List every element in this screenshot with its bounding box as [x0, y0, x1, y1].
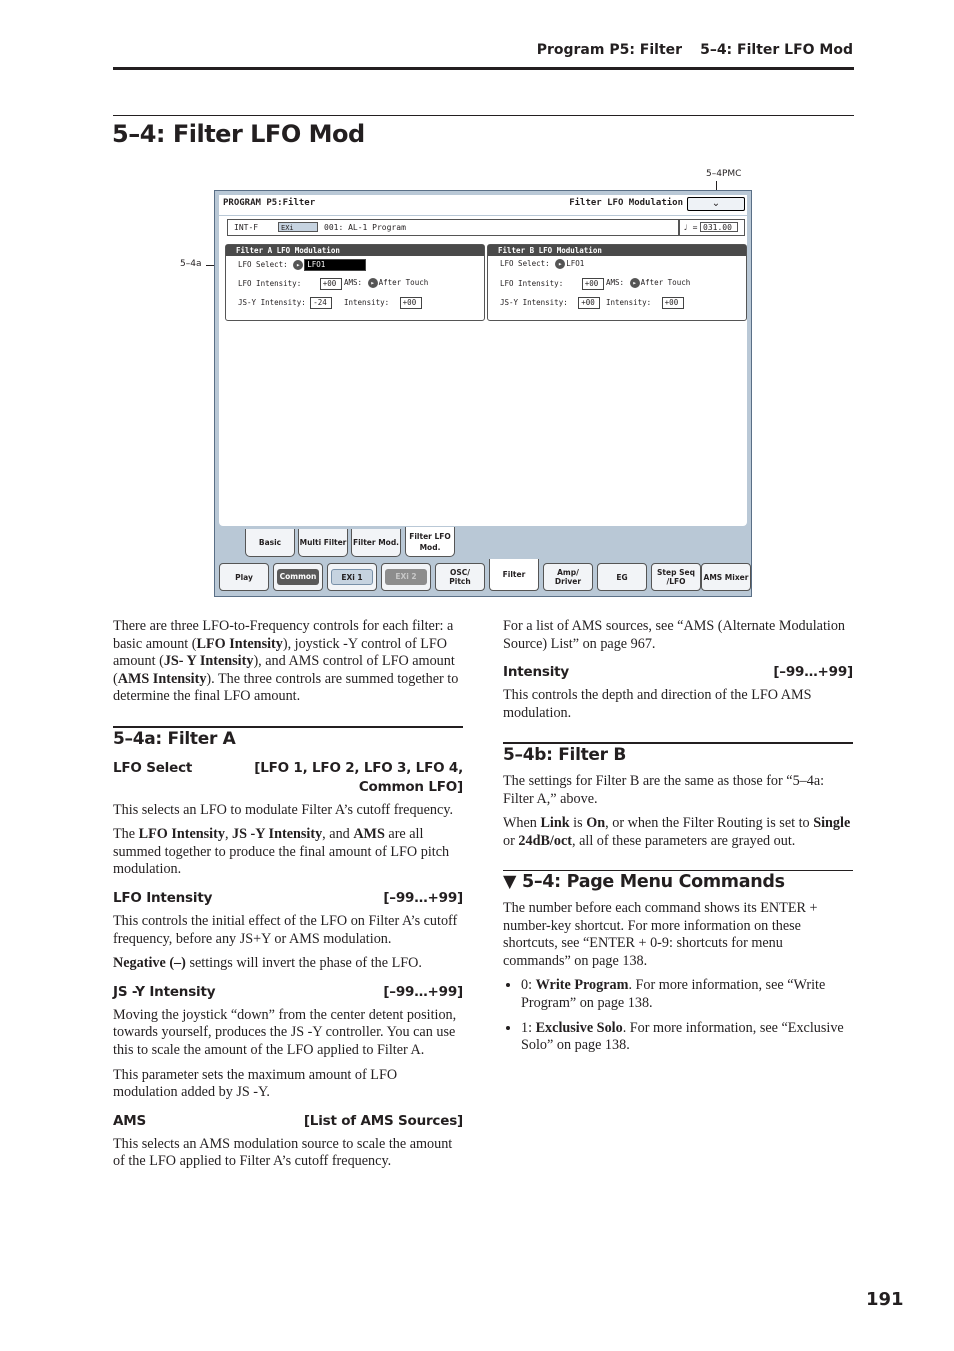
sum-paragraph	[113, 826, 463, 879]
param-range: [–99…+99]	[383, 983, 463, 1000]
popup-arrow-icon[interactable]: ▸	[293, 260, 303, 270]
param-name: LFO Select	[113, 759, 193, 776]
intro-text: ), joystick -Y control of LFO amount (	[113, 635, 448, 670]
param-lfo-intensity	[113, 889, 463, 908]
header-section: Program P5: Filter	[536, 42, 683, 58]
page-tab-bar	[219, 563, 751, 593]
callout-5-4a: 5–4a	[180, 259, 202, 269]
page-number: 191	[866, 1289, 904, 1310]
tab-eg-label: EG	[616, 572, 628, 582]
note-bold: Link	[540, 815, 570, 832]
ams-desc: This selects an AMS modulation source to scale the amount of the LFO applied to Filter A’s cutoff frequency.	[113, 1135, 453, 1170]
command-number: 0:	[521, 977, 536, 994]
param-intensity	[503, 663, 853, 682]
tab-exi2[interactable]	[381, 563, 431, 591]
filter-b-ams-intensity[interactable]: +00	[662, 297, 684, 309]
intro-text: There are three LFO-to-Frequency controls for each filter: a basic amount (	[113, 618, 454, 652]
note-text: When	[503, 815, 541, 832]
tab-common-label: Common	[277, 569, 319, 585]
menu-command-list	[503, 977, 853, 1054]
intro-bold: JS- Y Intensity	[163, 653, 254, 670]
jsy-desc: Moving the joystick “down” from the center detent position, towards yourself, produces the JS -Y controller. You can use this to scale the amount of the LFO applied to Filter A.	[113, 1006, 457, 1058]
tab-filter-label: Filter	[502, 570, 526, 579]
filter-a-lfo-intensity[interactable]: +00	[320, 278, 342, 290]
page-menu-button[interactable]	[687, 197, 745, 211]
command-text: . For more information, see “Write Program” on page 138.	[521, 977, 826, 1011]
tab-osc-pitch[interactable]	[435, 563, 485, 591]
note-text: is	[569, 815, 587, 832]
list-item	[521, 977, 853, 1012]
intro-paragraph	[113, 618, 463, 706]
filter-a-heading: Filter A LFO Modulation	[226, 245, 484, 256]
exi-badge: EXi	[278, 222, 318, 232]
popup-arrow-icon[interactable]: ▸	[555, 259, 565, 269]
sum-text: are all summed together to produce the final amount of LFO pitch modulation.	[113, 826, 450, 878]
command-text: . For more information, see “Exclusive Solo” on page 138.	[521, 1019, 844, 1054]
filter-b-jsy[interactable]: +00	[578, 297, 600, 309]
sum-bold: AMS	[353, 826, 385, 843]
filter-b-desc: The settings for Filter B are the same as those for “5–4a: Filter A,” above.	[503, 772, 825, 807]
filter-b-lfo-intensity[interactable]: +00	[582, 278, 604, 290]
filter-a-lfo-select[interactable]: LFO1	[304, 259, 366, 271]
negative-bold: Negative (–)	[113, 955, 186, 972]
tab-ams-mixer[interactable]	[701, 563, 751, 591]
negative-note	[113, 955, 463, 973]
filter-a-lfo-box	[225, 244, 485, 321]
filter-b-ams[interactable]: After Touch	[640, 278, 691, 287]
negative-text: settings will invert the phase of the LFO.	[185, 955, 422, 972]
page-title: 5–4: Filter LFO Mod	[112, 120, 365, 148]
subtab-basic[interactable]: Basic	[245, 529, 295, 557]
param-jsy-intensity	[113, 983, 463, 1002]
filter-a-ams-intensity[interactable]: +00	[400, 297, 422, 309]
subtab-filter-mod[interactable]: Filter Mod.	[351, 529, 401, 557]
filter-b-ams-intensity-row	[606, 297, 684, 309]
note-bold: 24dB/oct	[518, 832, 572, 849]
filter-a-lfo-select-label: LFO Select:	[238, 260, 288, 269]
callout-5-4pmc: 5–4PMC	[706, 169, 742, 179]
tempo-field[interactable]	[679, 219, 745, 236]
filter-a-ams-intensity-label: Intensity:	[344, 298, 390, 307]
param-range-line: Common LFO]	[358, 778, 463, 795]
tab-eg[interactable]	[597, 563, 647, 591]
program-name: 001: AL-1 Program	[324, 223, 406, 232]
filter-b-lfo-select-row	[500, 259, 584, 269]
param-name: AMS	[113, 1112, 147, 1129]
running-header	[537, 42, 853, 58]
command-name: Exclusive Solo	[535, 1019, 623, 1036]
lfo-intensity-desc: This controls the initial effect of the LFO on Filter A’s cutoff frequency, before any JS+Y or AMS modulation.	[113, 912, 458, 947]
tab-exi1[interactable]	[327, 563, 377, 591]
filter-b-lfo-intensity-label: LFO Intensity:	[500, 279, 564, 288]
tab-exi2-label: EXi 2	[385, 569, 427, 585]
tab-ams-mixer-label: AMS Mixer	[703, 572, 749, 582]
screen-page-name: Filter LFO Modulation	[569, 198, 683, 208]
intro-text: ), and AMS control of LFO amount (	[113, 653, 455, 687]
tab-exi1-label: EXi 1	[331, 569, 373, 585]
filter-a-ams-intensity-row	[344, 297, 422, 309]
note-bold: On	[586, 815, 606, 832]
tab-osc-pitch-label: OSC/ Pitch	[449, 568, 471, 586]
tempo-value: 031.00	[700, 222, 738, 232]
filter-a-ams-row	[344, 278, 428, 288]
intro-bold: AMS Intensity	[117, 670, 207, 687]
filter-b-lfo-intensity-row	[500, 278, 604, 290]
filter-b-ams-row	[606, 278, 690, 288]
sum-text: ,	[224, 826, 233, 843]
right-column	[503, 618, 853, 1062]
header-rule	[113, 67, 854, 70]
filter-a-jsy[interactable]: -24	[310, 297, 332, 309]
filter-b-jsy-label: JS-Y Intensity:	[500, 298, 568, 307]
screen-title: PROGRAM P5:Filter	[223, 198, 316, 208]
sum-bold: LFO Intensity	[138, 826, 225, 843]
intensity-desc: This controls the depth and direction of the LFO AMS modulation.	[503, 687, 812, 721]
header-subsection: 5–4: Filter LFO Mod	[700, 42, 853, 58]
heading-page-menu: ▼ 5–4: Page Menu Commands	[503, 870, 853, 892]
param-name: JS -Y Intensity	[113, 983, 216, 1000]
filter-b-lfo-select[interactable]: LFO1	[566, 259, 585, 268]
subtab-multi-filter[interactable]: Multi Filter	[298, 529, 348, 557]
heading-filter-a: 5–4a: Filter A	[113, 726, 463, 749]
param-ams	[113, 1112, 463, 1131]
filter-b-ams-intensity-label: Intensity:	[606, 298, 652, 307]
tab-step-seq-lfo-label: Step Seq /LFO	[657, 568, 695, 586]
filter-b-lfo-box	[487, 244, 747, 321]
param-range: [–99…+99]	[383, 889, 463, 906]
note-bold: Single	[813, 815, 851, 832]
filter-a-lfo-select-row	[238, 259, 366, 271]
sum-text: The	[113, 826, 139, 843]
lcd-screen	[214, 190, 752, 597]
title-rule	[113, 115, 854, 116]
filter-a-ams-label: AMS:	[344, 278, 363, 287]
intro-text: ). The three controls are summed together to determine the final LFO amount.	[113, 670, 459, 705]
intro-bold: LFO Intensity	[196, 635, 283, 652]
program-select[interactable]	[227, 219, 679, 236]
filter-a-lfo-intensity-row	[238, 278, 342, 290]
left-column	[113, 618, 463, 1178]
filter-a-jsy-label: JS-Y Intensity:	[238, 298, 306, 307]
note-text: or	[503, 832, 519, 849]
program-bank: INT-F	[234, 223, 259, 232]
ams-list-ref: For a list of AMS sources, see “AMS (Alternate Modulation Source) List” on page 967.	[503, 618, 846, 652]
tempo-symbol: ♩ =	[683, 223, 698, 232]
lfo-select-desc: This selects an LFO to modulate Filter A’s cutoff frequency.	[113, 801, 454, 818]
tab-play[interactable]	[219, 563, 269, 591]
popup-arrow-icon[interactable]: ▸	[368, 278, 378, 288]
sum-text: , and	[322, 826, 354, 843]
filter-b-lfo-select-label: LFO Select:	[500, 259, 550, 268]
command-number: 1:	[521, 1019, 536, 1036]
list-item	[521, 1020, 853, 1055]
tab-filter[interactable]	[489, 559, 539, 591]
param-range: [–99…+99]	[773, 664, 853, 681]
filter-b-ams-label: AMS:	[606, 278, 625, 287]
sum-bold: JS -Y Intensity	[232, 826, 323, 843]
tab-common[interactable]	[273, 563, 323, 591]
filter-a-lfo-intensity-label: LFO Intensity:	[238, 279, 302, 288]
param-range-line: [LFO 1, LFO 2, LFO 3, LFO 4,	[254, 759, 463, 776]
param-range: [List of AMS Sources]	[303, 1112, 463, 1129]
command-name: Write Program	[535, 977, 629, 994]
filter-a-jsy-row	[238, 297, 332, 309]
tab-play-label: Play	[235, 572, 253, 582]
param-name: LFO Intensity	[113, 889, 213, 906]
filter-b-heading: Filter B LFO Modulation	[488, 245, 746, 256]
heading-filter-b: 5–4b: Filter B	[503, 742, 853, 765]
param-name: Intensity	[503, 664, 569, 681]
note-text: , or when the Filter Routing is set to	[605, 815, 814, 832]
chevron-down-icon: ⌄	[711, 198, 721, 209]
subtab-filter-lfo-mod[interactable]: Filter LFO Mod.	[405, 527, 455, 557]
param-lfo-select	[113, 759, 463, 797]
tab-amp-driver-label: Amp/ Driver	[554, 568, 582, 586]
tab-amp-driver[interactable]	[543, 563, 593, 591]
popup-arrow-icon[interactable]: ▸	[630, 278, 640, 288]
menu-desc: The number before each command shows its ENTER + number-key shortcut. For more information on these shortcuts, see “ENTER + 0-9: shortcuts for menu commands” on page 138.	[503, 899, 818, 969]
jsy-desc-2: This parameter sets the maximum amount of LFO modulation added by JS -Y.	[113, 1066, 398, 1101]
screen-main-area	[219, 216, 747, 526]
filter-b-jsy-row	[500, 297, 600, 309]
grayed-note	[503, 815, 853, 850]
tab-step-seq-lfo[interactable]	[651, 563, 701, 591]
note-text: , all of these parameters are grayed out.	[571, 832, 796, 849]
filter-a-ams[interactable]: After Touch	[378, 278, 429, 287]
param-range	[254, 759, 463, 797]
